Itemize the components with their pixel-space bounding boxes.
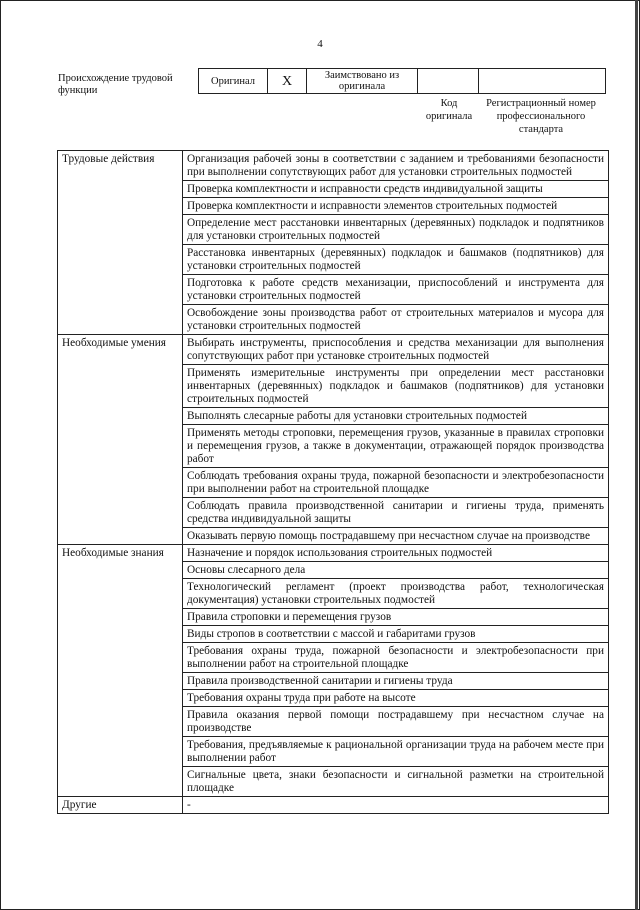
- section-title: Необходимые умения: [58, 335, 183, 545]
- section-item: Применять измерительные инструменты при определении мест расстановки инвентарных (деревянных) подкладок и башмаков (подпятников) для установки строительных подмостей: [183, 365, 609, 408]
- section-item: Основы слесарного дела: [183, 562, 609, 579]
- section-item: Проверка комплектности и исправности средств индивидуальной защиты: [183, 181, 609, 198]
- section-item: Расстановка инвентарных (деревянных) подкладок и башмаков (подпятников) для установки строительных подмостей: [183, 245, 609, 275]
- origin-original-cell: Оригинал: [199, 69, 268, 94]
- section-item: Организация рабочей зоны в соответствии с заданием и требованиями безопасности при выполнении сопутствующих работ для установки строительных подмостей: [183, 151, 609, 181]
- section-item: -: [183, 797, 609, 814]
- section-title: Трудовые действия: [58, 151, 183, 335]
- origin-table: [198, 68, 606, 94]
- origin-label: Происхождение трудовой функции: [58, 73, 173, 96]
- section-item: Требования, предъявляемые к рациональной организации труда на рабочем месте при выполнении работ: [183, 737, 609, 767]
- section-item: Соблюдать требования охраны труда, пожарной безопасности и электробезопасности при выполнении работ на строительной площадке: [183, 468, 609, 498]
- section-item: Правила оказания первой помощи пострадавшему при несчастном случае на производстве: [183, 707, 609, 737]
- section-item: Требования охраны труда при работе на высоте: [183, 690, 609, 707]
- origin-reg-cell: [479, 69, 606, 94]
- page-number: 4: [317, 38, 323, 50]
- section-title: Необходимые знания: [58, 545, 183, 797]
- section-item: Применять методы строповки, перемещения грузов, указанные в правилах строповки и перемещения грузов, а также в документации, отражающей порядок производства работ: [183, 425, 609, 468]
- section-title: Другие: [58, 797, 183, 814]
- section-item: Оказывать первую помощь пострадавшему при несчастном случае на производстве: [183, 528, 609, 545]
- section-item: Сигнальные цвета, знаки безопасности и сигнальной разметки на строительной площадке: [183, 767, 609, 797]
- section-item: Назначение и порядок использования строительных подмостей: [183, 545, 609, 562]
- section-item: Выполнять слесарные работы для установки строительных подмостей: [183, 408, 609, 425]
- origin-borrowed-cell: Заимствовано из оригинала: [307, 69, 418, 94]
- origin-code-cell: [418, 69, 479, 94]
- section-item: Правила производственной санитарии и гигиены труда: [183, 673, 609, 690]
- section-item: Технологический регламент (проект производства работ, технологическая документация) установки строительных подмостей: [183, 579, 609, 609]
- section-item: Виды стропов в соответствии с массой и габаритами грузов: [183, 626, 609, 643]
- section-item: Подготовка к работе средств механизации, приспособлений и инструмента для установки строительных подмостей: [183, 275, 609, 305]
- table-row: [58, 797, 609, 814]
- function-table: [57, 150, 609, 814]
- function-table-body: [58, 151, 609, 814]
- section-item: Правила строповки и перемещения грузов: [183, 609, 609, 626]
- section-item: Освобождение зоны производства работ от строительных материалов и мусора для установки строительных подмостей: [183, 305, 609, 335]
- table-row: [58, 335, 609, 365]
- table-row: [58, 545, 609, 562]
- table-row: [58, 151, 609, 181]
- section-item: Выбирать инструменты, приспособления и средства механизации для выполнения сопутствующих работ при установке строительных подмостей: [183, 335, 609, 365]
- section-item: Соблюдать правила производственной санитарии и гигиены труда, применять средства индивидуальной защиты: [183, 498, 609, 528]
- code-caption: Код оригинала: [425, 98, 473, 122]
- section-item: Определение мест расстановки инвентарных (деревянных) подкладок и подпятников для установки строительных подмостей: [183, 215, 609, 245]
- section-item: Проверка комплектности и исправности элементов строительных подмостей: [183, 198, 609, 215]
- section-item: Требования охраны труда, пожарной безопасности и электробезопасности при выполнении работ на строительной площадке: [183, 643, 609, 673]
- reg-caption: Регистрационный номер профессионального стандарта: [486, 98, 596, 135]
- scan-edge: [635, 0, 638, 910]
- origin-mark-cell: X: [268, 69, 307, 94]
